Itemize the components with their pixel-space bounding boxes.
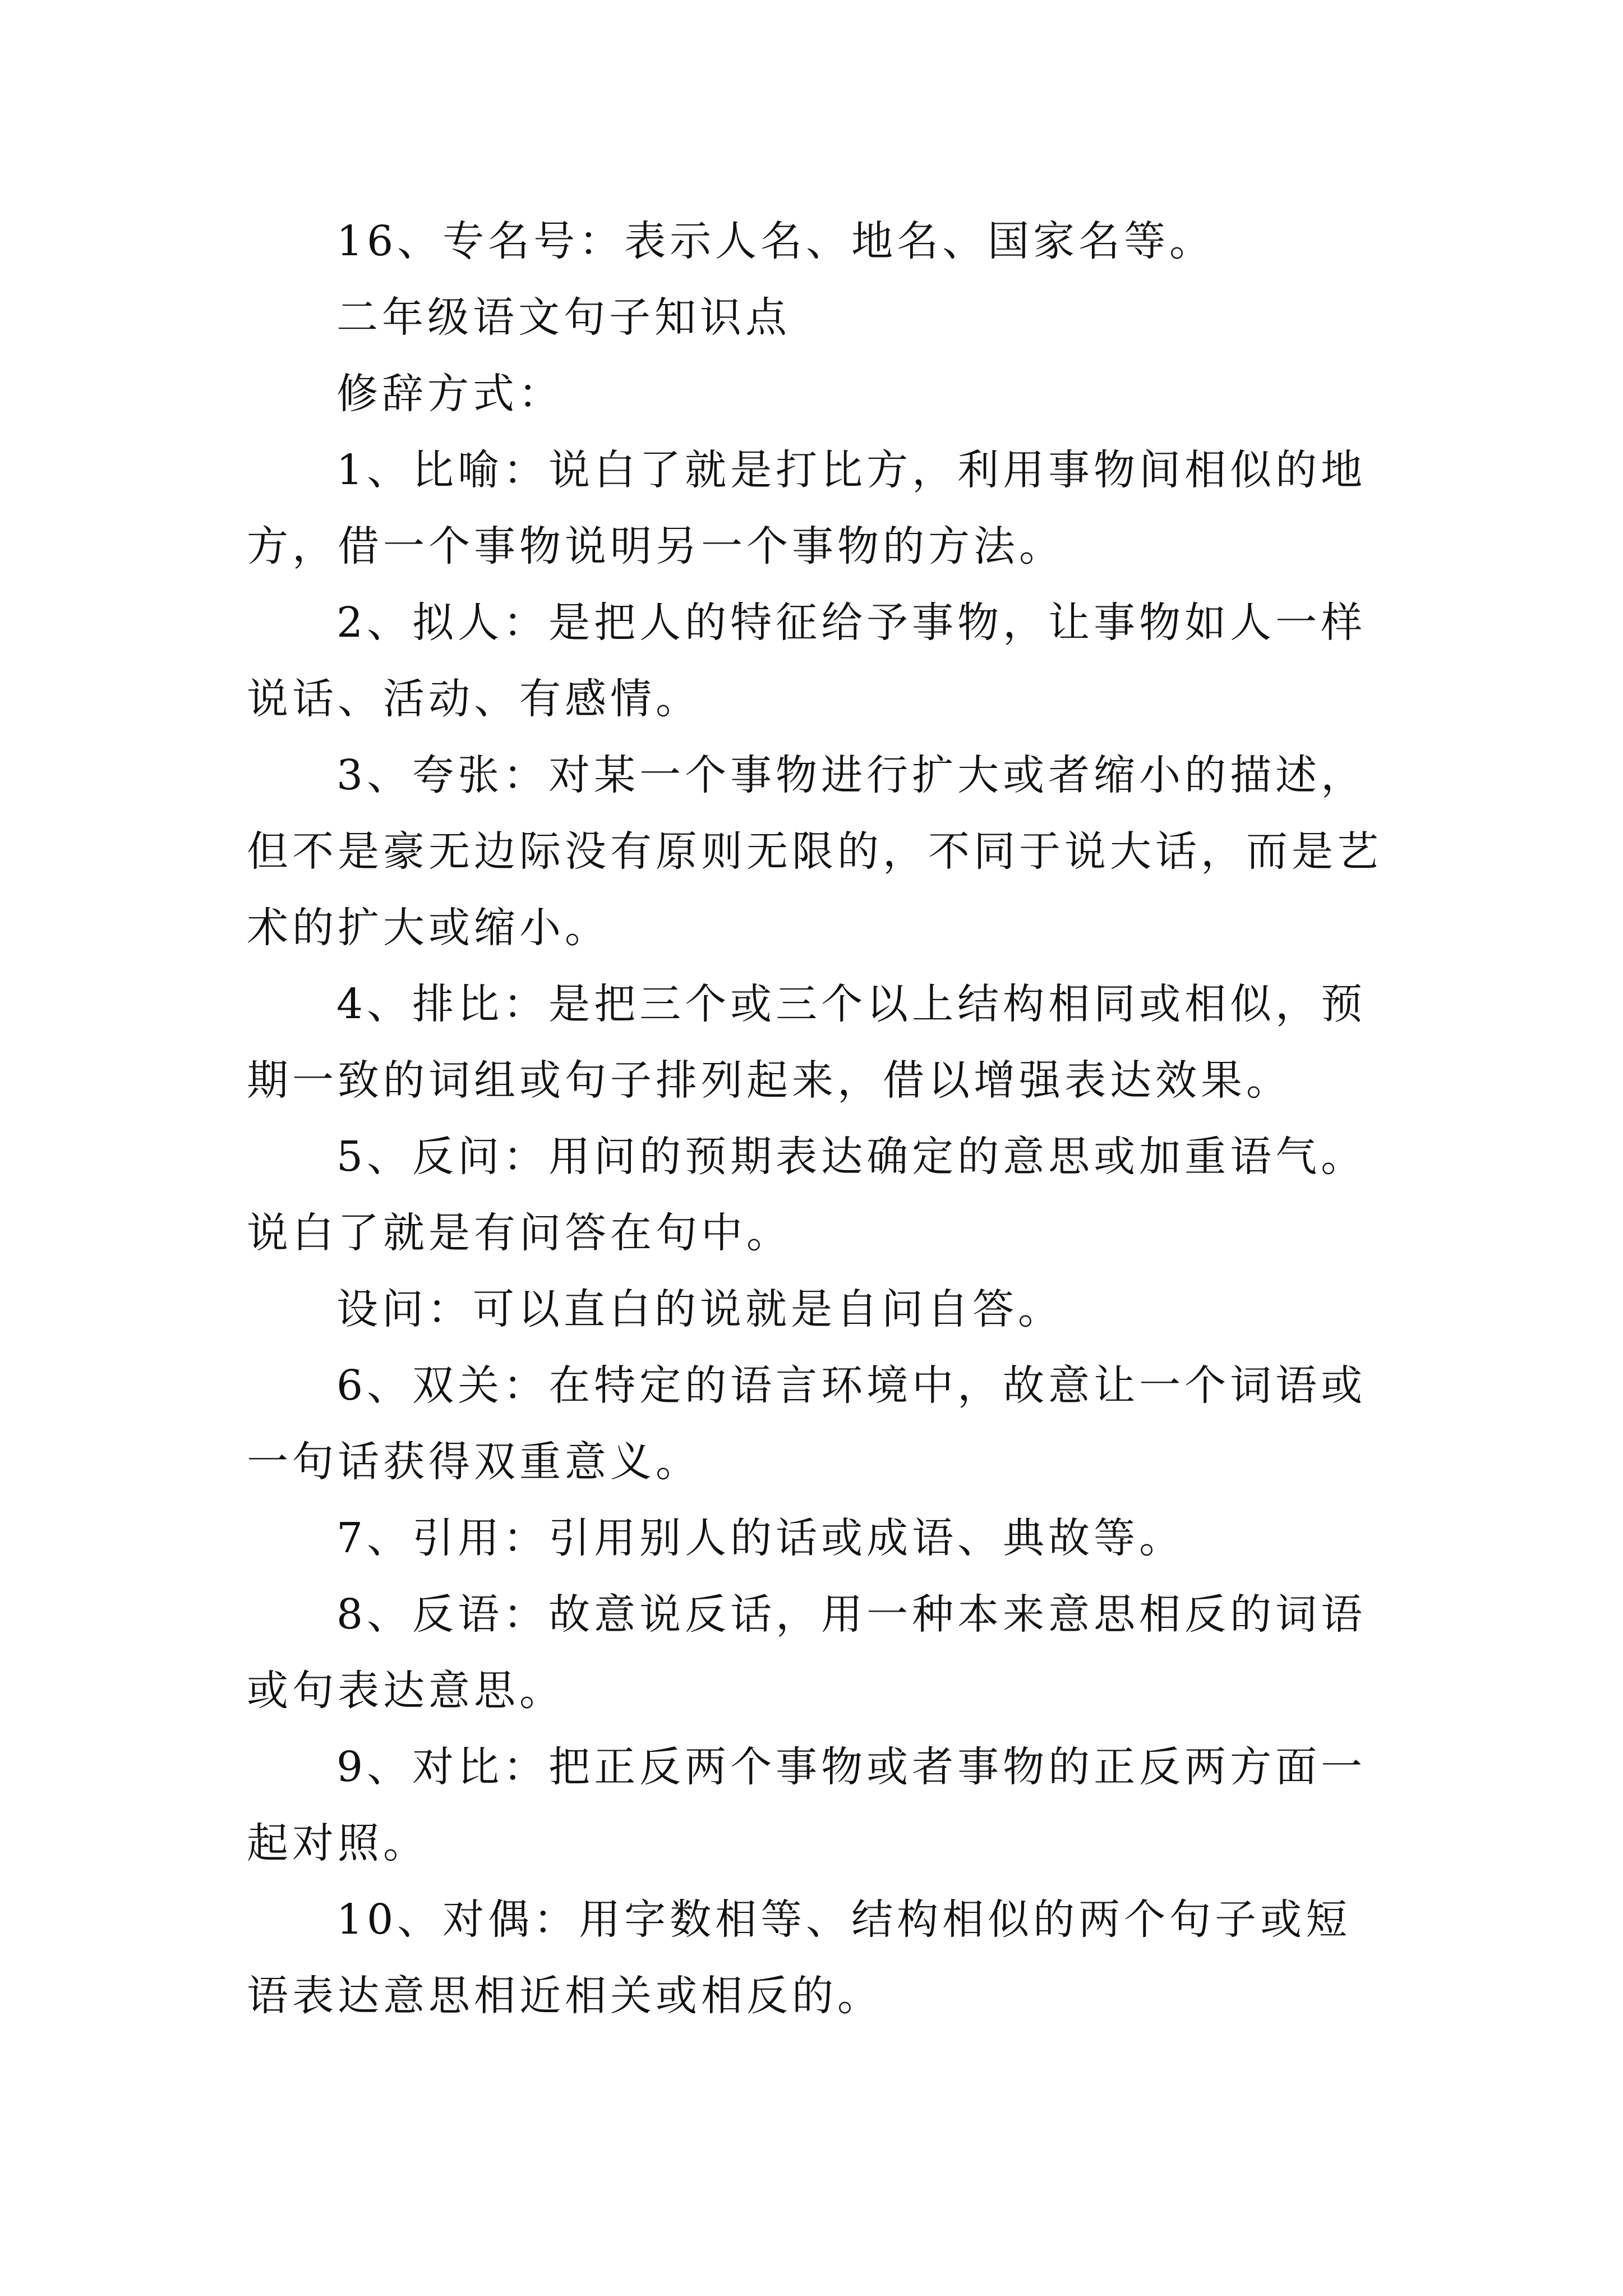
paragraph-antithesis: 10、对偶：用字数相等、结构相似的两个句子或短语表达意思相近相关或相反的。 xyxy=(247,1895,1352,2020)
paragraph-proper-noun-mark: 16、专名号：表示人名、地名、国家名等。 xyxy=(336,217,1215,265)
document-body xyxy=(247,203,1391,2034)
paragraph-pun: 6、双关：在特定的语言环境中，故意让一个词语或一句话获得双重意义。 xyxy=(247,1361,1367,1486)
paragraph-personification: 2、拟人：是把人的特征给予事物，让事物如人一样说话、活动、有感情。 xyxy=(247,599,1367,723)
paragraph-exaggeration: 3、夸张：对某一个事物进行扩大或者缩小的描述，但不是豪无边际没有原则无限的，不同于说大话，而是艺术的扩大或缩小。 xyxy=(247,751,1382,952)
paragraph-metaphor: 1、比喻：说白了就是打比方，利用事物间相似的地方，借一个事物说明另一个事物的方法。 xyxy=(247,446,1367,570)
paragraph-parallelism: 4、排比：是把三个或三个以上结构相同或相似，预期一致的词组或句子排列起来，借以增强表达效果。 xyxy=(247,980,1367,1105)
paragraph-irony: 8、反语：故意说反话，用一种本来意思相反的词语或句表达意思。 xyxy=(247,1590,1367,1715)
section-heading: 二年级语文句子知识点 xyxy=(336,293,791,342)
subheading-rhetoric: 修辞方式： xyxy=(336,370,564,418)
paragraph-self-question: 设问：可以直白的说就是自问自答。 xyxy=(336,1285,1063,1333)
paragraph-quotation: 7、引用：引用别人的话或成语、典故等。 xyxy=(336,1514,1185,1562)
paragraph-contrast: 9、对比：把正反两个事物或者事物的正反两方面一起对照。 xyxy=(247,1743,1367,1867)
paragraph-rhetorical-question: 5、反问：用问的预期表达确定的意思或加重语气。说白了就是有问答在句中。 xyxy=(247,1133,1367,1257)
